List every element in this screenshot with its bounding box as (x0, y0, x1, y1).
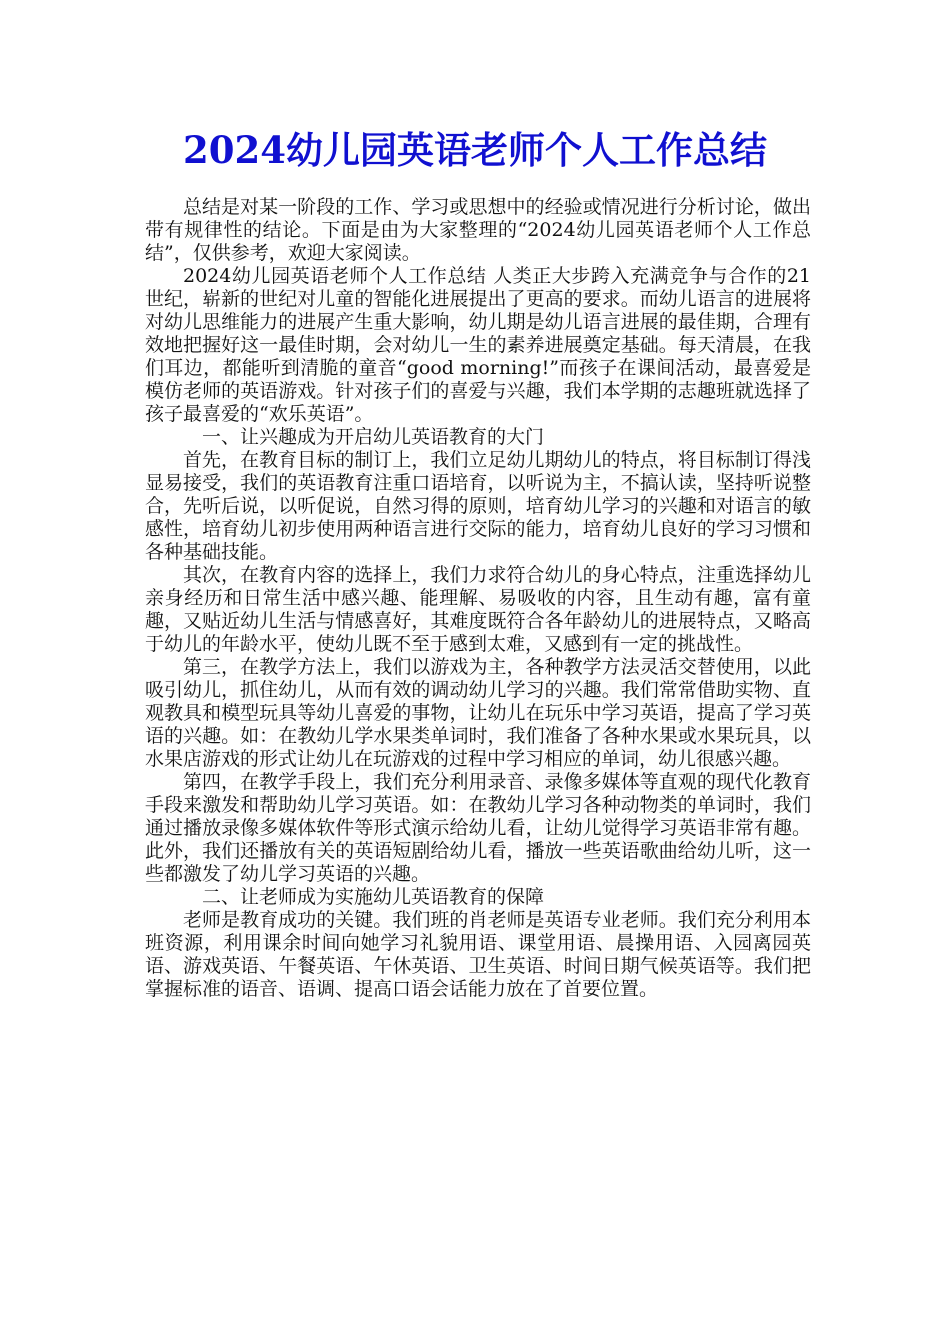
document-title: 2024幼儿园英语老师个人工作总结 (183, 128, 767, 172)
paragraph-content: 其次，在教育内容的选择上，我们力求符合幼儿的身心特点，注重选择幼儿亲身经历和日常生活中感兴趣、能理解、易吸收的内容，且生动有趣，富有童趣，又贴近幼儿生活与情感喜好，其难度既符合各年龄幼儿的进展特点，又略高于幼儿的年龄水平，使幼儿既不至于感到太难，又感到有一定的挑战性。 (145, 564, 811, 655)
section-heading-2: 二、让老师成为实施幼儿英语教育的保障 (202, 886, 545, 908)
paragraph-intro: 总结是对某一阶段的工作、学习或思想中的经验或情况进行分析讨论，做出带有规律性的结论。下面是由为大家整理的“2024幼儿园英语老师个人工作总结”，仅供参考，欢迎大家阅读。 (145, 196, 811, 264)
paragraph-media: 第四，在教学手段上，我们充分利用录音、录像多媒体等直观的现代化教育手段来激发和帮助幼儿学习英语。如：在教幼儿学习各种动物类的单词时，我们通过播放录像多媒体软件等形式演示给幼儿看，让幼儿觉得学习英语非常有趣。此外，我们还播放有关的英语短剧给幼儿看，播放一些英语歌曲给幼儿听，这一些都激发了幼儿学习英语的兴趣。 (145, 771, 811, 885)
paragraph-opening: 2024幼儿园英语老师个人工作总结 人类正大步跨入充满竞争与合作的21世纪，崭新的世纪对儿童的智能化进展提出了更高的要求。而幼儿语言的进展将对幼儿思维能力的进展产生重大影响，幼儿期是幼儿语言进展的最佳期，合理有效地把握好这一最佳时期，会对幼儿一生的素养进展奠定基础。每天清晨，在我们耳边，都能听到清脆的童音“good morning!”而孩子在课间活动，最喜爱是模仿老师的英语游戏。针对孩子们的喜爱与兴趣，我们本学期的志趣班就选择了孩子最喜爱的“欢乐英语”。 (145, 265, 811, 425)
paragraph-teacher: 老师是教育成功的关键。我们班的肖老师是英语专业老师。我们充分利用本班资源，利用课余时间向她学习礼貌用语、课堂用语、晨操用语、入园离园英语、游戏英语、午餐英语、午休英语、卫生英语、时间日期气候英语等。我们把掌握标准的语音、语调、提高口语会话能力放在了首要位置。 (145, 909, 811, 1000)
section-heading-1: 一、让兴趣成为开启幼儿英语教育的大门 (202, 426, 545, 448)
paragraph-methods: 第三，在教学方法上，我们以游戏为主，各种教学方法灵活交替使用，以此吸引幼儿，抓住幼儿，从而有效的调动幼儿学习的兴趣。我们常常借助实物、直观教具和模型玩具等幼儿喜爱的事物，让幼儿在玩乐中学习英语，提高了学习英语的兴趣。如：在教幼儿学水果类单词时，我们准备了各种水果或水果玩具，以水果店游戏的形式让幼儿在玩游戏的过程中学习相应的单词，幼儿很感兴趣。 (145, 656, 811, 770)
paragraph-goals: 首先，在教育目标的制订上，我们立足幼儿期幼儿的特点，将目标制订得浅显易接受，我们的英语教育注重口语培育，以听说为主，不搞认读，坚持听说整合，先听后说，以听促说，自然习得的原则，培育幼儿学习的兴趣和对语言的敏感性，培育幼儿初步使用两种语言进行交际的能力，培育幼儿良好的学习习惯和各种基础技能。 (145, 449, 811, 563)
document-body (145, 196, 811, 1001)
